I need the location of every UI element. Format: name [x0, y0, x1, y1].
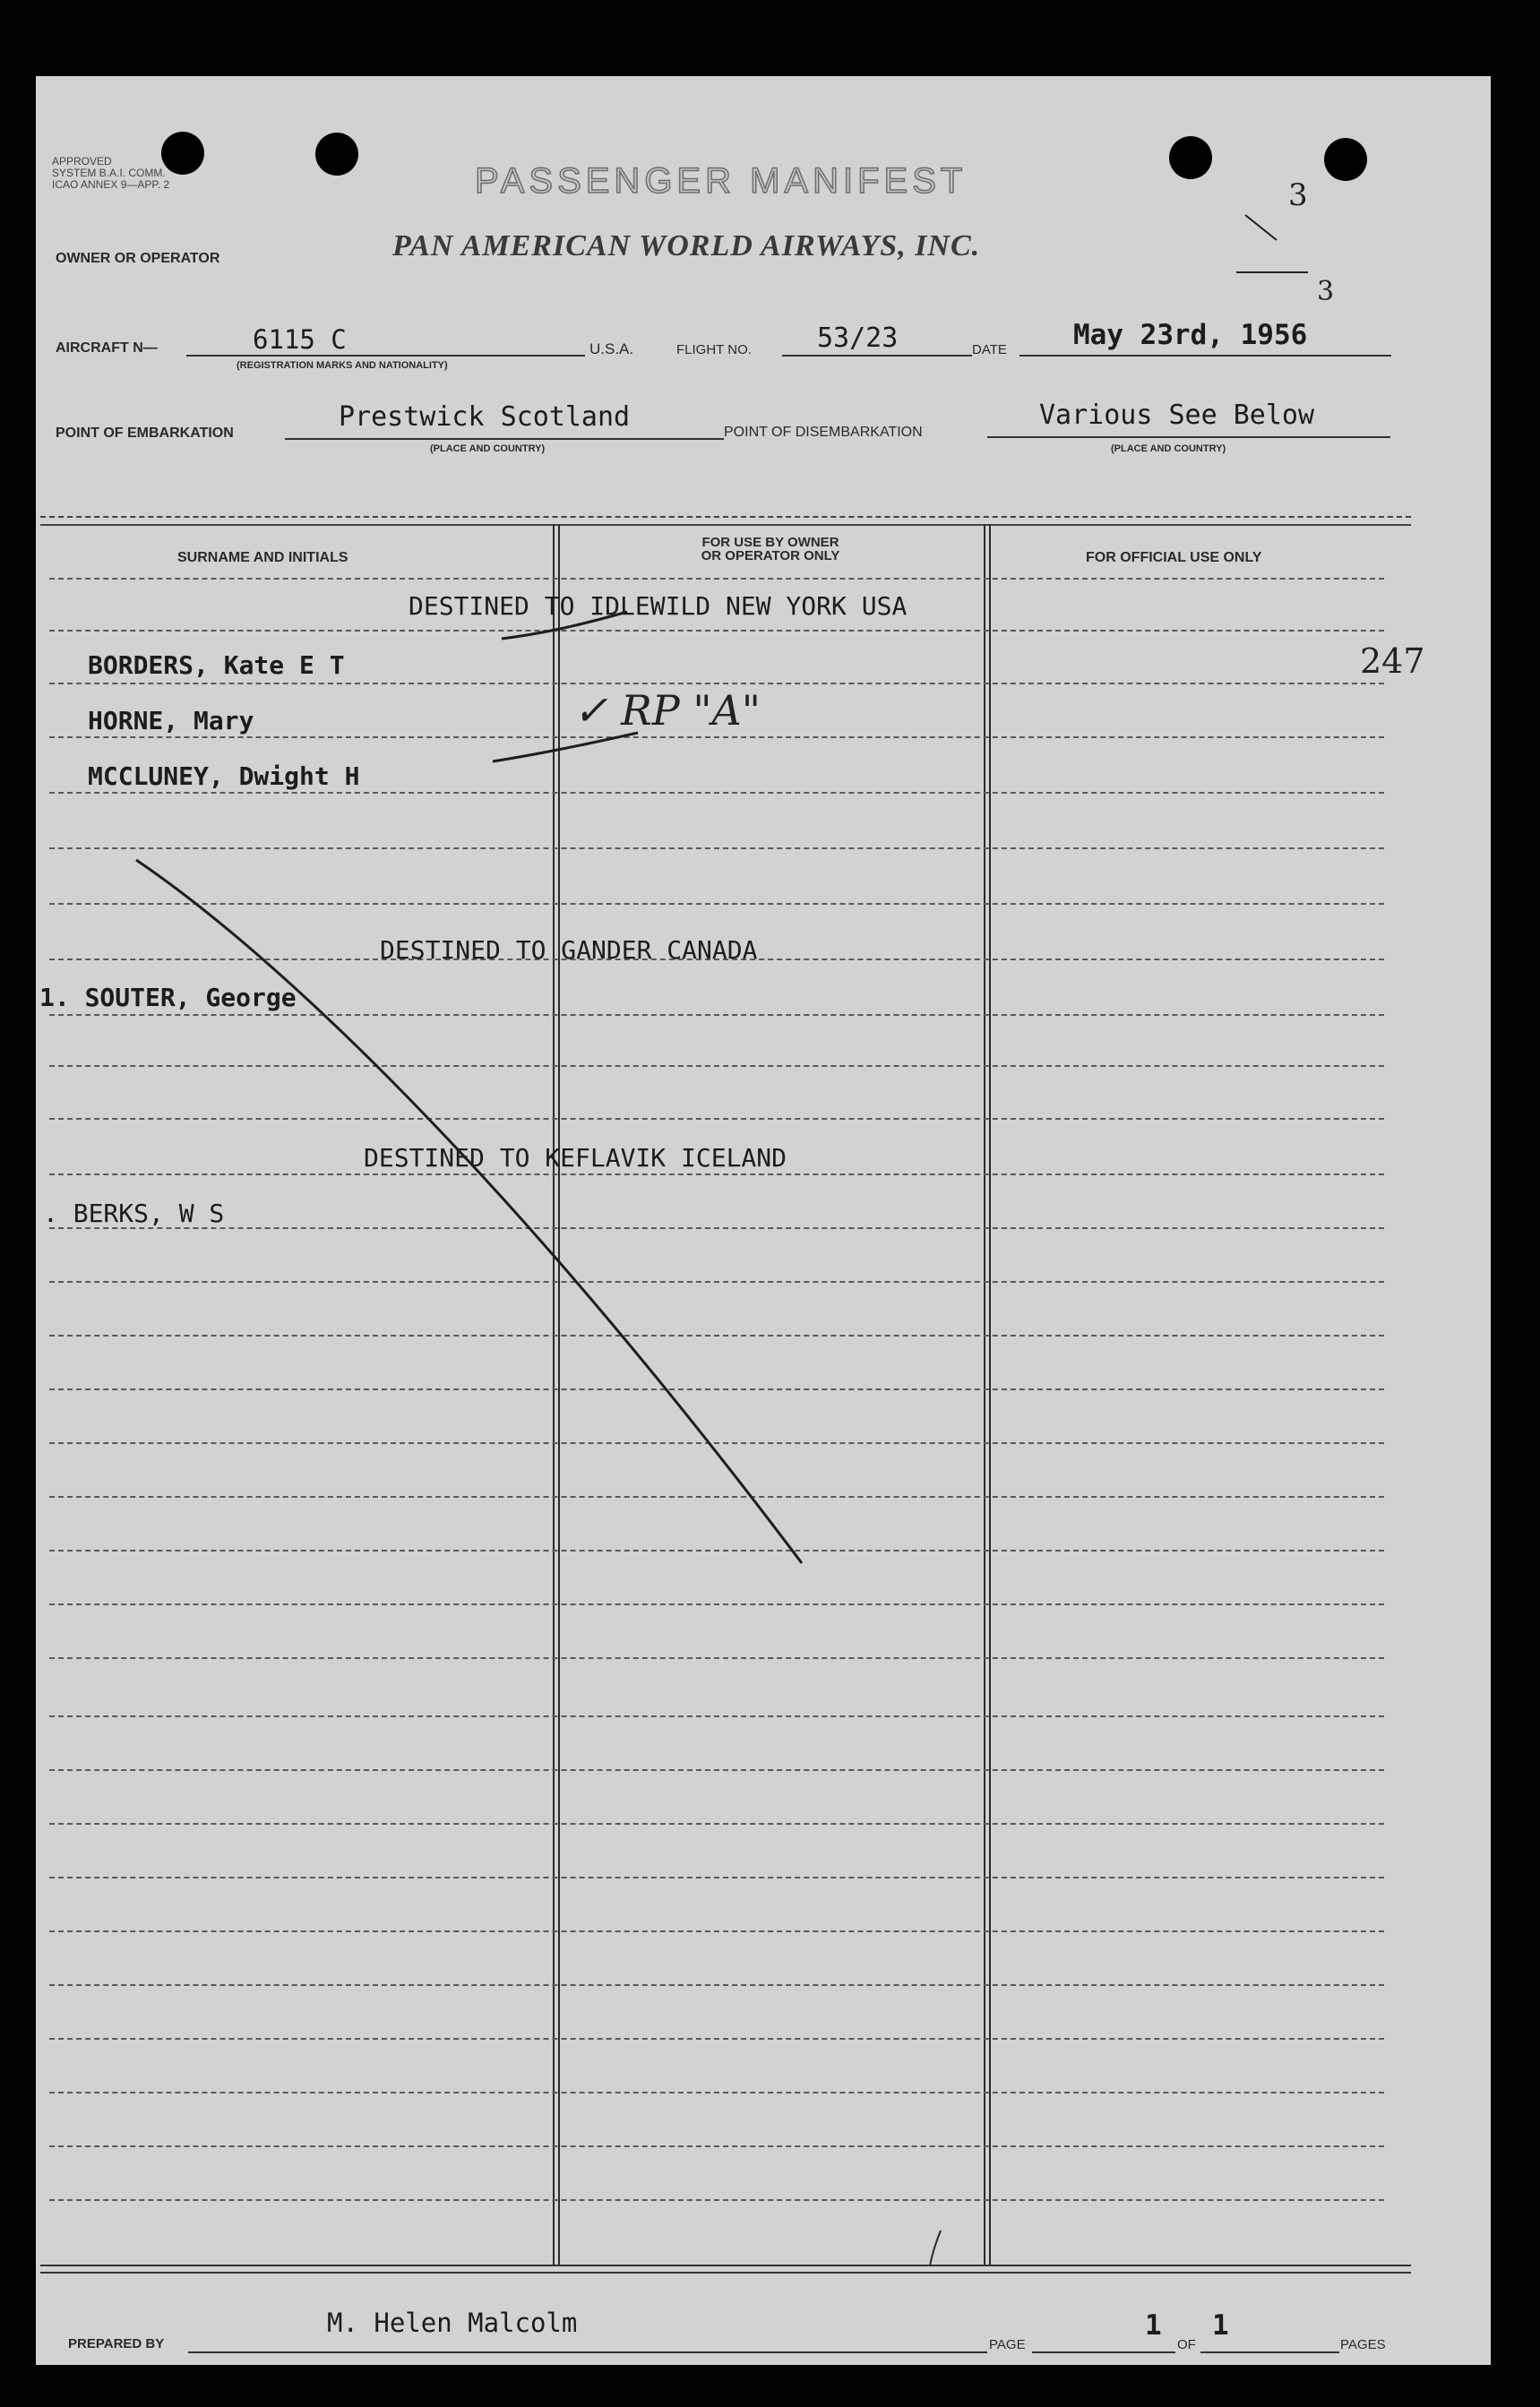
owner-note: ✓ RP "A": [573, 686, 761, 735]
disembarkation-value: Various See Below: [1039, 400, 1315, 431]
flight-value: 53/23: [817, 322, 899, 354]
of-label: OF: [1177, 2337, 1196, 2352]
usa-label: U.S.A.: [589, 340, 634, 357]
owner-header-line: OR OPERATOR ONLY: [701, 548, 840, 563]
date-value: May 23rd, 1956: [1073, 319, 1308, 351]
page-underline: [1032, 2351, 1175, 2353]
destination-heading: DESTINED TO IDLEWILD NEW YORK USA: [409, 591, 908, 621]
passenger-name: . BERKS, W S: [43, 1199, 225, 1228]
owner-label: OWNER OR OPERATOR: [56, 251, 220, 266]
pen-stroke: [493, 733, 638, 761]
pen-stroke: [136, 860, 802, 1563]
prepared-by-value: M. Helen Malcolm: [327, 2308, 578, 2338]
disembarkation-label: POINT OF DISEMBARKATION: [724, 425, 923, 440]
aircraft-label: AIRCRAFT N—: [56, 340, 158, 356]
column-header-official: FOR OFFICIAL USE ONLY: [1086, 550, 1262, 565]
owner-header-line: FOR USE BY OWNER: [701, 535, 839, 550]
page-title: PASSENGER MANIFEST: [475, 161, 968, 201]
embarkation-caption: (PLACE AND COUNTRY): [430, 443, 546, 454]
pen-stroke: [1245, 215, 1277, 240]
flight-label: FLIGHT NO.: [676, 342, 752, 357]
destination-heading: DESTINED TO GANDER CANADA: [380, 935, 758, 965]
destination-heading: DESTINED TO KEFLAVIK ICELAND: [364, 1143, 787, 1173]
page-total: 1: [1212, 2309, 1229, 2342]
pages-label: PAGES: [1340, 2337, 1386, 2352]
pen-stroke: [502, 612, 627, 639]
passenger-name: MCCLUNEY, Dwight H: [88, 761, 360, 791]
date-label: DATE: [972, 342, 1007, 357]
official-number: 247: [1360, 641, 1425, 681]
passenger-name: 1. SOUTER, George: [39, 983, 297, 1012]
page-number: 1: [1145, 2309, 1162, 2342]
aircraft-value: 6115 C: [253, 324, 347, 355]
approval-line: ICAO ANNEX 9—APP. 2: [52, 178, 170, 191]
prepared-by-underline: [188, 2351, 987, 2353]
of-underline: [1200, 2351, 1339, 2353]
page-mark-top: 3: [1288, 177, 1308, 213]
passenger-name: HORNE, Mary: [88, 706, 254, 735]
embarkation-value: Prestwick Scotland: [339, 401, 631, 433]
approval-line: SYSTEM B.A.I. COMM.: [52, 167, 166, 179]
page-mark-bottom: 3: [1317, 276, 1335, 307]
approval-line: APPROVED: [52, 155, 112, 168]
company-name: PAN AMERICAN WORLD AIRWAYS, INC.: [392, 229, 981, 262]
page-label: PAGE: [989, 2337, 1026, 2352]
disembarkation-caption: (PLACE AND COUNTRY): [1111, 443, 1226, 454]
passenger-name: BORDERS, Kate E T: [88, 650, 345, 680]
pen-stroke: [930, 2231, 941, 2266]
aircraft-caption: (REGISTRATION MARKS AND NATIONALITY): [237, 360, 448, 371]
prepared-by-label: PREPARED BY: [68, 2336, 165, 2351]
column-header-surname: SURNAME AND INITIALS: [177, 550, 348, 565]
embarkation-label: POINT OF EMBARKATION: [56, 426, 234, 441]
